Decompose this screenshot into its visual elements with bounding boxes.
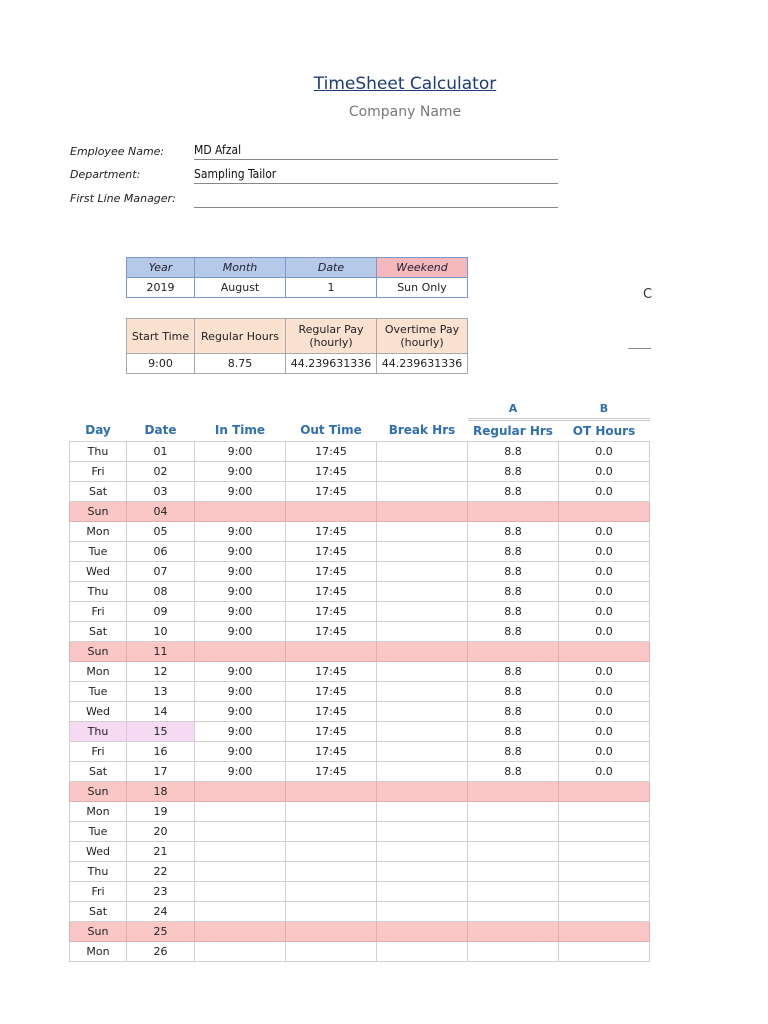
- out-time-cell[interactable]: [286, 922, 377, 942]
- date-cell: 02: [127, 462, 195, 482]
- in-time-cell[interactable]: [195, 902, 286, 922]
- regular-hrs-cell: 8.8: [468, 742, 559, 762]
- in-time-cell[interactable]: 9:00: [195, 442, 286, 462]
- date-cell: 01: [127, 442, 195, 462]
- table-row: [70, 802, 650, 822]
- date-cell: 08: [127, 582, 195, 602]
- break-hrs-cell[interactable]: [377, 622, 468, 642]
- break-hrs-column-header: Break Hrs: [377, 420, 468, 442]
- ot-hours-cell: [559, 782, 650, 802]
- date-cell: 05: [127, 522, 195, 542]
- out-time-cell[interactable]: 17:45: [286, 702, 377, 722]
- period-settings-table: [126, 257, 468, 298]
- out-time-cell[interactable]: 17:45: [286, 482, 377, 502]
- cropped-text-fragment: C: [643, 287, 653, 302]
- break-hrs-cell[interactable]: [377, 742, 468, 762]
- department-field[interactable]: Sampling Tailor: [194, 167, 558, 184]
- cropped-line-fragment: [628, 348, 651, 349]
- day-cell: Wed: [70, 562, 127, 582]
- column-letter-a: A: [468, 400, 559, 420]
- ot-hours-cell: 0.0: [559, 762, 650, 782]
- company-name: Company Name: [348, 104, 462, 120]
- day-cell: Mon: [70, 662, 127, 682]
- date-cell: 26: [127, 942, 195, 962]
- out-time-column-header: Out Time: [286, 420, 377, 442]
- table-row: [70, 842, 650, 862]
- table-row: [70, 462, 650, 482]
- ot-hours-cell: 0.0: [559, 602, 650, 622]
- regular-hrs-cell: 8.8: [468, 562, 559, 582]
- day-cell: Fri: [70, 742, 127, 762]
- break-hrs-cell[interactable]: [377, 822, 468, 842]
- day-cell: Sat: [70, 762, 127, 782]
- break-hrs-cell[interactable]: [377, 502, 468, 522]
- ot-hours-cell: [559, 882, 650, 902]
- break-hrs-cell[interactable]: [377, 702, 468, 722]
- break-hrs-cell[interactable]: [377, 882, 468, 902]
- regular-pay-header: Regular Pay (hourly): [286, 319, 377, 354]
- in-time-cell[interactable]: [195, 502, 286, 522]
- ot-hours-column-header: OT Hours: [559, 420, 650, 442]
- in-time-cell[interactable]: 9:00: [195, 522, 286, 542]
- date-cell: 23: [127, 882, 195, 902]
- day-cell: Thu: [70, 722, 127, 742]
- day-cell: Mon: [70, 522, 127, 542]
- regular-hrs-cell: 8.8: [468, 682, 559, 702]
- year-header: Year: [127, 258, 195, 278]
- date-cell: 18: [127, 782, 195, 802]
- out-time-cell[interactable]: [286, 902, 377, 922]
- out-time-cell[interactable]: 17:45: [286, 682, 377, 702]
- break-hrs-cell[interactable]: [377, 542, 468, 562]
- break-hrs-cell[interactable]: [377, 942, 468, 962]
- break-hrs-cell[interactable]: [377, 722, 468, 742]
- day-cell: Wed: [70, 842, 127, 862]
- ot-hours-cell: [559, 802, 650, 822]
- table-row: [70, 902, 650, 922]
- break-hrs-cell[interactable]: [377, 762, 468, 782]
- date-cell: 12: [127, 662, 195, 682]
- ot-hours-cell: 0.0: [559, 462, 650, 482]
- regular-hrs-cell: 8.8: [468, 482, 559, 502]
- break-hrs-cell[interactable]: [377, 662, 468, 682]
- start-time-cell[interactable]: 9:00: [127, 354, 195, 374]
- day-cell: Mon: [70, 802, 127, 822]
- date-cell: 06: [127, 542, 195, 562]
- date-cell: 16: [127, 742, 195, 762]
- month-header: Month: [195, 258, 286, 278]
- in-time-cell[interactable]: [195, 822, 286, 842]
- regular-hrs-cell: 8.8: [468, 542, 559, 562]
- in-time-cell[interactable]: 9:00: [195, 702, 286, 722]
- start-date-cell[interactable]: 1: [286, 278, 377, 298]
- table-row: [70, 682, 650, 702]
- ot-hours-cell: 0.0: [559, 722, 650, 742]
- out-time-cell[interactable]: [286, 502, 377, 522]
- ot-hours-cell: 0.0: [559, 742, 650, 762]
- date-cell: 20: [127, 822, 195, 842]
- regular-hrs-cell: 8.8: [468, 522, 559, 542]
- regular-hrs-column-header: Regular Hrs: [468, 420, 559, 442]
- ot-hours-cell: [559, 842, 650, 862]
- ot-hours-cell: 0.0: [559, 562, 650, 582]
- ot-hours-cell: 0.0: [559, 662, 650, 682]
- ot-hours-cell: 0.0: [559, 622, 650, 642]
- regular-hrs-cell: 8.8: [468, 762, 559, 782]
- ot-hours-cell: [559, 862, 650, 882]
- break-hrs-cell[interactable]: [377, 862, 468, 882]
- break-hrs-cell[interactable]: [377, 442, 468, 462]
- regular-hrs-cell: [468, 862, 559, 882]
- out-time-cell[interactable]: 17:45: [286, 622, 377, 642]
- break-hrs-cell[interactable]: [377, 682, 468, 702]
- table-row: [70, 942, 650, 962]
- regular-hrs-cell: 8.8: [468, 662, 559, 682]
- day-cell: Thu: [70, 442, 127, 462]
- out-time-cell[interactable]: [286, 802, 377, 822]
- in-time-cell[interactable]: 9:00: [195, 762, 286, 782]
- break-hrs-cell[interactable]: [377, 802, 468, 822]
- ot-hours-cell: 0.0: [559, 522, 650, 542]
- regular-hrs-cell: [468, 942, 559, 962]
- date-cell: 17: [127, 762, 195, 782]
- break-hrs-cell[interactable]: [377, 922, 468, 942]
- table-row: [70, 862, 650, 882]
- date-cell: 25: [127, 922, 195, 942]
- in-time-cell[interactable]: [195, 862, 286, 882]
- in-time-column-header: In Time: [195, 420, 286, 442]
- in-time-cell[interactable]: [195, 802, 286, 822]
- regular-pay-cell[interactable]: 44.239631336: [286, 354, 377, 374]
- ot-hours-cell: [559, 922, 650, 942]
- date-cell: 11: [127, 642, 195, 662]
- out-time-cell[interactable]: 17:45: [286, 562, 377, 582]
- document-title: TimeSheet Calculator: [313, 74, 497, 94]
- date-cell: 04: [127, 502, 195, 522]
- break-hrs-cell[interactable]: [377, 842, 468, 862]
- out-time-cell[interactable]: 17:45: [286, 542, 377, 562]
- out-time-cell[interactable]: 17:45: [286, 742, 377, 762]
- day-cell: Fri: [70, 462, 127, 482]
- break-hrs-cell[interactable]: [377, 642, 468, 662]
- regular-hrs-cell: [468, 782, 559, 802]
- in-time-cell[interactable]: [195, 942, 286, 962]
- table-row: [70, 502, 650, 522]
- regular-hrs-cell: 8.8: [468, 462, 559, 482]
- break-hrs-cell[interactable]: [377, 602, 468, 622]
- in-time-cell[interactable]: 9:00: [195, 462, 286, 482]
- overtime-pay-cell[interactable]: 44.239631336: [377, 354, 468, 374]
- ot-hours-cell: [559, 642, 650, 662]
- out-time-cell[interactable]: 17:45: [286, 522, 377, 542]
- day-cell: Sun: [70, 642, 127, 662]
- weekend-header: Weekend: [377, 258, 468, 278]
- in-time-cell[interactable]: 9:00: [195, 562, 286, 582]
- break-hrs-cell[interactable]: [377, 522, 468, 542]
- in-time-cell[interactable]: 9:00: [195, 622, 286, 642]
- date-cell: 19: [127, 802, 195, 822]
- ot-hours-cell: 0.0: [559, 542, 650, 562]
- date-cell: 09: [127, 602, 195, 622]
- table-row: [70, 582, 650, 602]
- employee-name-field[interactable]: MD Afzal: [194, 143, 558, 160]
- month-cell[interactable]: August: [195, 278, 286, 298]
- break-hrs-cell[interactable]: [377, 782, 468, 802]
- date-cell: 14: [127, 702, 195, 722]
- day-cell: Sun: [70, 782, 127, 802]
- date-cell: 24: [127, 902, 195, 922]
- regular-hrs-cell: [468, 822, 559, 842]
- regular-hrs-cell: 8.8: [468, 582, 559, 602]
- date-cell: 13: [127, 682, 195, 702]
- out-time-cell[interactable]: [286, 942, 377, 962]
- date-cell: 03: [127, 482, 195, 502]
- ot-hours-cell: 0.0: [559, 442, 650, 462]
- break-hrs-cell[interactable]: [377, 482, 468, 502]
- out-time-cell[interactable]: 17:45: [286, 442, 377, 462]
- break-hrs-cell[interactable]: [377, 562, 468, 582]
- ot-hours-cell: 0.0: [559, 702, 650, 722]
- in-time-cell[interactable]: 9:00: [195, 582, 286, 602]
- day-cell: Sun: [70, 922, 127, 942]
- out-time-cell[interactable]: 17:45: [286, 722, 377, 742]
- in-time-cell[interactable]: 9:00: [195, 682, 286, 702]
- in-time-cell[interactable]: 9:00: [195, 482, 286, 502]
- ot-hours-cell: [559, 502, 650, 522]
- in-time-cell[interactable]: 9:00: [195, 742, 286, 762]
- day-cell: Tue: [70, 542, 127, 562]
- day-cell: Tue: [70, 682, 127, 702]
- regular-hrs-cell: 8.8: [468, 722, 559, 742]
- out-time-cell[interactable]: [286, 782, 377, 802]
- date-cell: 22: [127, 862, 195, 882]
- in-time-cell[interactable]: [195, 642, 286, 662]
- start-time-header: Start Time: [127, 319, 195, 354]
- regular-hrs-cell: [468, 642, 559, 662]
- table-row: [70, 762, 650, 782]
- weekend-cell[interactable]: Sun Only: [377, 278, 468, 298]
- ot-hours-cell: [559, 942, 650, 962]
- table-row: [70, 542, 650, 562]
- regular-hrs-cell: [468, 802, 559, 822]
- date-cell: 21: [127, 842, 195, 862]
- table-row: [70, 662, 650, 682]
- table-row: [70, 562, 650, 582]
- out-time-cell[interactable]: [286, 862, 377, 882]
- regular-hrs-cell: [468, 882, 559, 902]
- out-time-cell[interactable]: 17:45: [286, 762, 377, 782]
- out-time-cell[interactable]: [286, 842, 377, 862]
- day-cell: Fri: [70, 882, 127, 902]
- table-row: [70, 602, 650, 622]
- out-time-cell[interactable]: 17:45: [286, 602, 377, 622]
- regular-hrs-cell: [468, 502, 559, 522]
- day-cell: Thu: [70, 582, 127, 602]
- regular-hrs-cell: [468, 902, 559, 922]
- table-row: [70, 822, 650, 842]
- employee-name-label: Employee Name:: [70, 145, 165, 158]
- table-row: [70, 702, 650, 722]
- date-cell: 15: [127, 722, 195, 742]
- day-cell: Thu: [70, 862, 127, 882]
- day-cell: Tue: [70, 822, 127, 842]
- day-cell: Fri: [70, 602, 127, 622]
- day-cell: Wed: [70, 702, 127, 722]
- date-cell: 10: [127, 622, 195, 642]
- ot-hours-cell: 0.0: [559, 682, 650, 702]
- year-cell[interactable]: 2019: [127, 278, 195, 298]
- date-column-header: Date: [127, 420, 195, 442]
- in-time-cell[interactable]: 9:00: [195, 542, 286, 562]
- break-hrs-cell[interactable]: [377, 902, 468, 922]
- in-time-cell[interactable]: 9:00: [195, 722, 286, 742]
- regular-hrs-cell: 8.8: [468, 702, 559, 722]
- day-cell: Sat: [70, 482, 127, 502]
- table-row: [70, 742, 650, 762]
- timesheet-table: [69, 400, 650, 962]
- regular-hrs-cell: 8.8: [468, 442, 559, 462]
- table-row: [70, 882, 650, 902]
- regular-hrs-cell: 8.8: [468, 602, 559, 622]
- ot-hours-cell: [559, 902, 650, 922]
- table-row: [70, 642, 650, 662]
- ot-hours-cell: 0.0: [559, 482, 650, 502]
- in-time-cell[interactable]: [195, 922, 286, 942]
- in-time-cell[interactable]: 9:00: [195, 602, 286, 622]
- ot-hours-cell: [559, 822, 650, 842]
- date-header: Date: [286, 258, 377, 278]
- regular-hrs-cell: [468, 922, 559, 942]
- out-time-cell[interactable]: 17:45: [286, 662, 377, 682]
- table-row: [70, 782, 650, 802]
- table-row: [70, 622, 650, 642]
- manager-field[interactable]: [194, 191, 558, 208]
- day-cell: Sat: [70, 902, 127, 922]
- table-row: [70, 482, 650, 502]
- day-column-header: Day: [70, 420, 127, 442]
- date-cell: 07: [127, 562, 195, 582]
- day-cell: Mon: [70, 942, 127, 962]
- break-hrs-cell[interactable]: [377, 462, 468, 482]
- regular-hours-header: Regular Hours: [195, 319, 286, 354]
- table-row: [70, 442, 650, 462]
- regular-hrs-cell: [468, 842, 559, 862]
- day-cell: Sat: [70, 622, 127, 642]
- department-label: Department:: [70, 168, 141, 181]
- regular-hrs-cell: 8.8: [468, 622, 559, 642]
- table-row: [70, 522, 650, 542]
- in-time-cell[interactable]: [195, 842, 286, 862]
- manager-label: First Line Manager:: [70, 192, 176, 205]
- out-time-cell[interactable]: [286, 642, 377, 662]
- day-cell: Sun: [70, 502, 127, 522]
- out-time-cell[interactable]: 17:45: [286, 462, 377, 482]
- table-row: [70, 722, 650, 742]
- out-time-cell[interactable]: [286, 882, 377, 902]
- ot-hours-cell: 0.0: [559, 582, 650, 602]
- break-hrs-cell[interactable]: [377, 582, 468, 602]
- column-letter-b: B: [559, 400, 650, 420]
- table-row: [70, 922, 650, 942]
- overtime-pay-header: Overtime Pay (hourly): [377, 319, 468, 354]
- out-time-cell[interactable]: 17:45: [286, 582, 377, 602]
- out-time-cell[interactable]: [286, 822, 377, 842]
- regular-hours-cell[interactable]: 8.75: [195, 354, 286, 374]
- pay-settings-table: [126, 318, 468, 374]
- in-time-cell[interactable]: [195, 782, 286, 802]
- in-time-cell[interactable]: [195, 882, 286, 902]
- in-time-cell[interactable]: 9:00: [195, 662, 286, 682]
